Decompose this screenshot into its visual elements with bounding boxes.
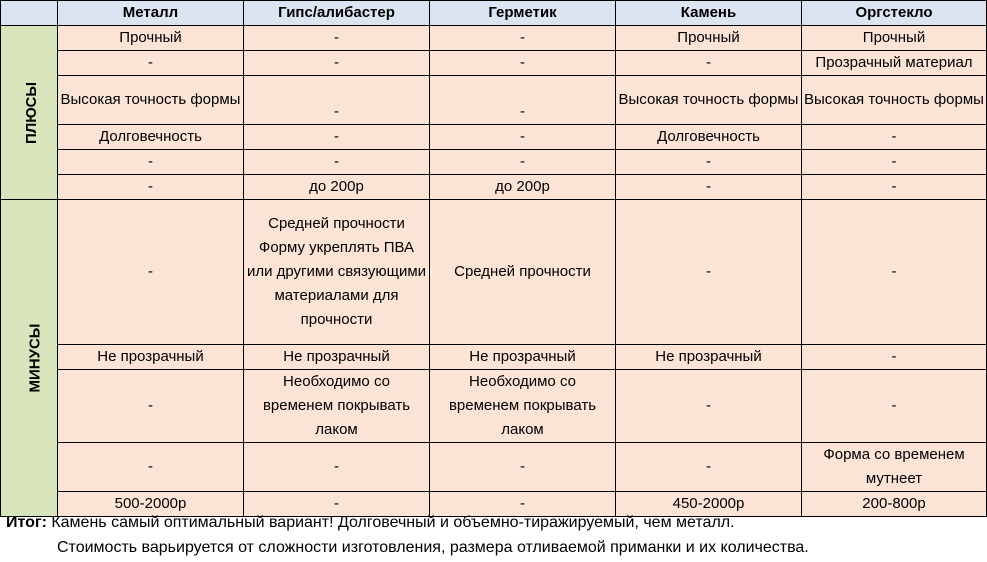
table-cell: - [244,492,430,517]
group-label-plus-text: ПЛЮСЫ [23,81,41,144]
column-header-sealant: Герметик [430,1,616,26]
column-header-plexiglass: Оргстекло [802,1,987,26]
table-cell: - [244,150,430,175]
group-label-minus-text: МИНУСЫ [26,323,44,393]
table-cell: - [616,370,802,443]
table-cell: - [616,200,802,345]
table-cell: 200-800р [802,492,987,517]
column-header-gypsum: Гипс/алибастер [244,1,430,26]
table-cell: Не прозрачный [58,345,244,370]
table-cell: Высокая точность формы [616,76,802,125]
table-row [1,26,987,51]
table-cell: Форма со временем мутнеет [802,443,987,492]
table-cell: - [430,125,616,150]
table-cell: - [58,175,244,200]
column-header-stone: Камень [616,1,802,26]
table-row [1,345,987,370]
table-cell: - [616,51,802,76]
table-cell: Необходимо со временем покрывать лаком [244,370,430,443]
table-cell: Необходимо со временем покрывать лаком [430,370,616,443]
table-cell: - [430,443,616,492]
table-cell: - [430,51,616,76]
table-cell: Долговечность [616,125,802,150]
header-row [1,1,987,26]
summary-line-1 [6,511,981,535]
table-cell: - [802,150,987,175]
table-cell: - [430,76,616,125]
table-cell: - [244,26,430,51]
table-cell: - [430,26,616,51]
table-cell: до 200р [244,175,430,200]
table-cell: - [430,150,616,175]
table-cell: - [58,200,244,345]
table-cell: - [244,443,430,492]
table-cell: Прочный [616,26,802,51]
table-cell: - [802,345,987,370]
table-cell: - [58,443,244,492]
table-cell: Не прозрачный [430,345,616,370]
table-cell: Средней прочности [430,200,616,345]
table-row [1,76,987,125]
group-label-plus [1,26,58,200]
table-cell: - [244,51,430,76]
table-cell: - [616,150,802,175]
table-row [1,125,987,150]
table-cell: 450-2000р [616,492,802,517]
summary-text-1: Камень самый оптимальный вариант! Долговечный и объемно-тиражируемый, чем металл. [46,514,735,531]
table-cell: - [58,370,244,443]
table-row [1,370,987,443]
group-label-minus [1,200,58,517]
table-row [1,175,987,200]
table-cell: Высокая точность формы [802,76,987,125]
table-cell: - [616,175,802,200]
table-row [1,51,987,76]
table-cell: - [58,150,244,175]
table-cell: - [616,443,802,492]
table-cell: - [802,370,987,443]
table-cell: Не прозрачный [616,345,802,370]
table-cell: до 200р [430,175,616,200]
table-cell: Прочный [58,26,244,51]
table-cell: Долговечность [58,125,244,150]
table-cell: - [58,51,244,76]
table-cell: Не прозрачный [244,345,430,370]
table-row [1,150,987,175]
table-cell: - [430,492,616,517]
table-cell: Высокая точность формы [58,76,244,125]
table-cell: 500-2000р [58,492,244,517]
summary-line-2: Стоимость варьируется от сложности изготовления, размера отливаемой приманки и их количества. [57,539,809,556]
summary-label: Итог: [6,514,47,531]
table-cell: - [802,125,987,150]
table-cell: - [802,200,987,345]
column-header-metal: Металл [58,1,244,26]
table-row [1,200,987,345]
table-row [1,443,987,492]
table-cell: - [244,76,430,125]
table-cell: Прозрачный материал [802,51,987,76]
table-cell: - [802,175,987,200]
table-cell: Прочный [802,26,987,51]
table-cell: Средней прочности Форму укреплять ПВА или другими связующими материалами для прочности [244,200,430,345]
header-corner [1,1,58,26]
table-cell: - [244,125,430,150]
